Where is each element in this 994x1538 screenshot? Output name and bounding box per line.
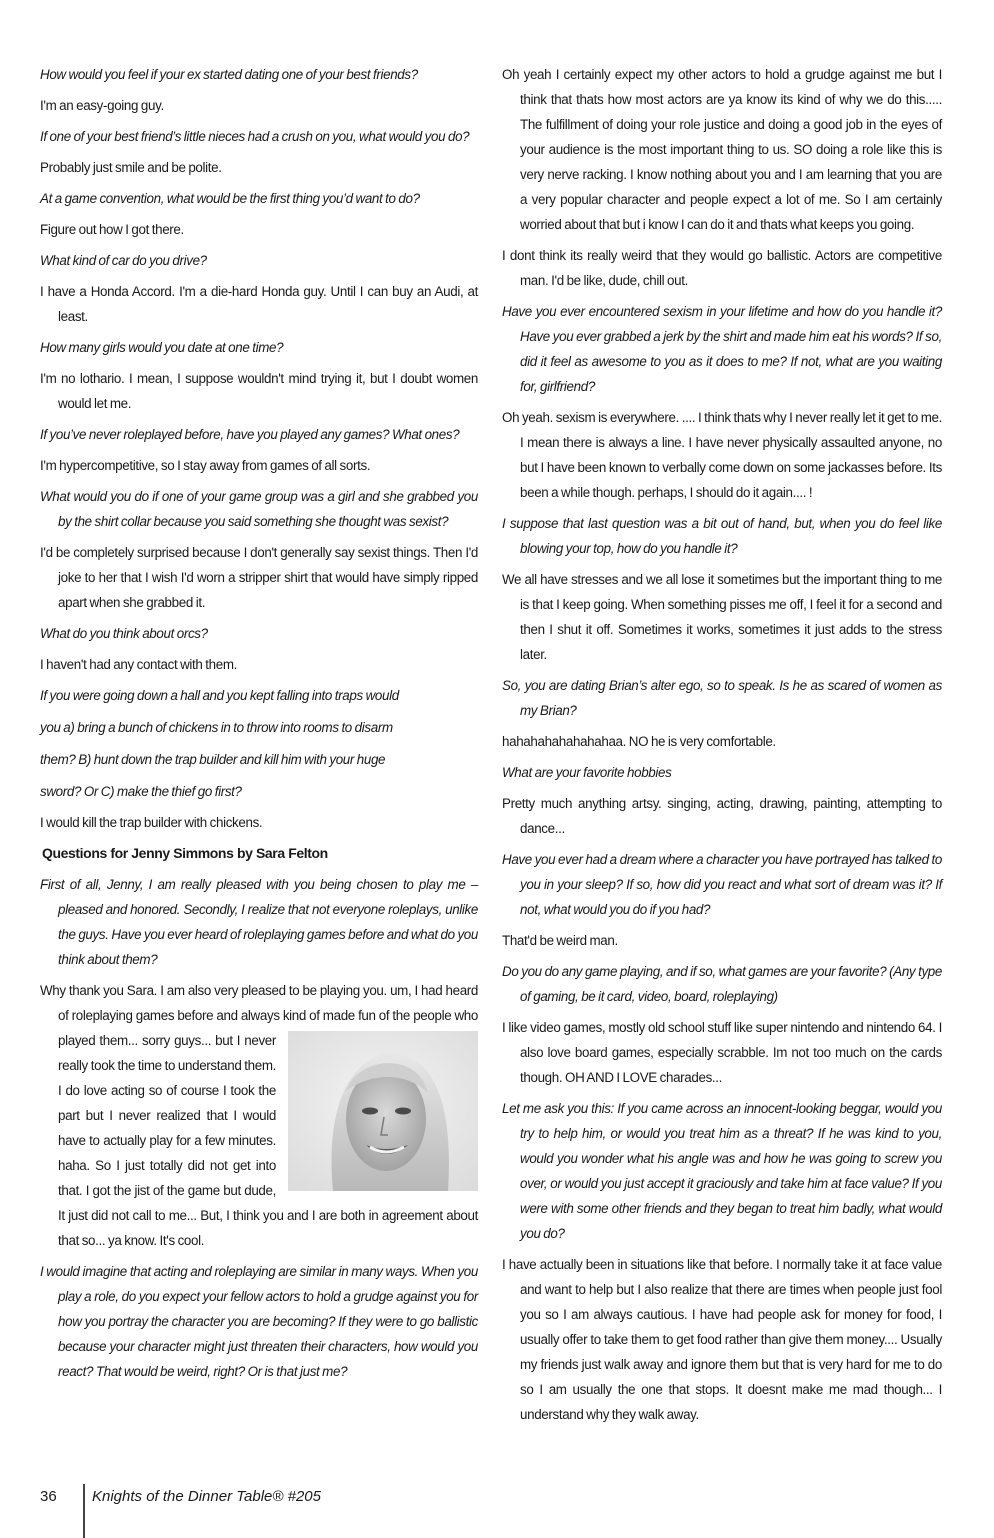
- interview-question: How would you feel if your ex started dating one of your best friends?: [40, 67, 418, 82]
- interview-answer: I would kill the trap builder with chickens.: [40, 815, 263, 830]
- intro-question: First of all, Jenny, I am really pleased with you being chosen to play me – pleased and honored. Secondly, I realize that not everyone roleplays, unlike the guys. Have you ever heard of roleplaying games before and what do you think about them?: [40, 877, 478, 967]
- interview-question: If one of your best friend’s little nieces had a crush on you, what would you do?: [40, 129, 470, 144]
- interview-question: What are your favorite hobbies: [502, 765, 672, 780]
- section-heading: Questions for Jenny Simmons by Sara Felton: [42, 845, 328, 861]
- right-column: [502, 62, 942, 1433]
- interview-answer: I dont think its really weird that they would go ballistic. Actors are competitive man. I'd be like, dude, chill out.: [502, 248, 942, 288]
- interview-answer: That'd be weird man.: [502, 933, 618, 948]
- left-qa-list: [40, 62, 478, 835]
- page-footer: [0, 1484, 994, 1538]
- interview-question: Have you ever encountered sexism in your lifetime and how do you handle it? Have you ever grabbed a jerk by the shirt and made him eat his words? If so, did it feel as awesome to you as it does to me? If not, what are you waiting for, girlfriend?: [502, 304, 942, 394]
- interview-answer: Oh yeah I certainly expect my other actors to hold a grudge against me but I think that thats how most actors are ya know its kind of why we do this..... The fulfillment of doing your role justice and doing a good job in the eyes of your audience is the most important thing to us. SO doing a role like this is very nerve racking. I know nothing about you and I am learning that you are a very popular character and people expect a lot of me. So I am certainly worried about that but i know I can do it and thats what keeps you going.: [502, 67, 942, 232]
- left-column: [40, 62, 478, 1390]
- interview-answer: Probably just smile and be polite.: [40, 160, 222, 175]
- interview-answer: I like video games, mostly old school stuff like super nintendo and nintendo 64. I also love board games, especially scrabble. Im not too much on the cards though. OH AND I LOVE charades...: [502, 1020, 942, 1085]
- interview-question: What do you think about orcs?: [40, 626, 208, 641]
- interview-question: What would you do if one of your game group was a girl and she grabbed you by the shirt collar because you said something she thought was sexist?: [40, 489, 478, 529]
- interview-answer: We all have stresses and we all lose it sometimes but the important thing to me is that I keep going. When something pisses me off, I feel it for a second and then I shut it off. Sometimes it works, sometimes it just adds to the stress later.: [502, 572, 942, 662]
- interview-question: Let me ask you this: If you came across an innocent-looking beggar, would you try to help him, or would you treat him as a threat? If he was kind to you, would you wonder what his angle was and how he was going to screw you over, or would you just accept it graciously and take him at face value? If you were with some other friends and they began to treat him badly, what would you do?: [502, 1101, 942, 1241]
- interview-answer: I haven't had any contact with them.: [40, 657, 238, 672]
- interview-answer: I'm an easy-going guy.: [40, 98, 164, 113]
- portrait-photo: [288, 1031, 478, 1191]
- interview-question: How many girls would you date at one time?: [40, 340, 284, 355]
- interview-answer: hahahahahahahahaa. NO he is very comfortable.: [502, 734, 776, 749]
- photo-answer-tail: get into that. I got the jist of the game but dude, It just did not call to me... But, I think you and I are both in agreement about that so... ya know. It's cool.: [58, 1158, 478, 1248]
- footer-divider: [83, 1484, 85, 1538]
- page-number: 36: [40, 1488, 57, 1505]
- interview-question: Do you do any game playing, and if so, what games are your favorite? (Any type of gaming, be it card, video, board, roleplaying): [502, 964, 942, 1004]
- publication-title: Knights of the Dinner Table® #205: [92, 1488, 321, 1505]
- closing-question: I would imagine that acting and roleplaying are similar in many ways. When you play a role, do you expect your fellow actors to hold a grudge against you for how you portray the character you are becoming? If they were to go ballistic because your character might just threaten their characters, how would you react? That would be weird, right? Or is that just me?: [40, 1264, 478, 1379]
- interview-question: you a) bring a bunch of chickens in to throw into rooms to disarm: [40, 720, 393, 735]
- interview-question: Have you ever had a dream where a character you have portrayed has talked to you in your sleep? If so, how did you react and what sort of dream was it? If not, what would you do if you had?: [502, 852, 942, 917]
- interview-answer: I have a Honda Accord. I'm a die-hard Honda guy. Until I can buy an Audi, at least.: [40, 284, 478, 324]
- interview-question: I suppose that last question was a bit out of hand, but, when you do feel like blowing your top, how do you handle it?: [502, 516, 942, 556]
- interview-answer: Pretty much anything artsy. singing, acting, drawing, painting, attempting to dance...: [502, 796, 942, 836]
- interview-question: If you were going down a hall and you kept falling into traps would: [40, 688, 399, 703]
- interview-question: If you’ve never roleplayed before, have you played any games? What ones?: [40, 427, 460, 442]
- interview-answer: I'm hypercompetitive, so I stay away from games of all sorts.: [40, 458, 371, 473]
- interview-question: At a game convention, what would be the first thing you’d want to do?: [40, 191, 420, 206]
- interview-question: So, you are dating Brian’s alter ego, so to speak. Is he as scared of women as my Brian?: [502, 678, 942, 718]
- interview-answer: I'd be completely surprised because I don't generally say sexist things. Then I'd joke to her that I wish I'd worn a stripper shirt that would have simply ripped apart when she grabbed it.: [40, 545, 478, 610]
- right-qa-list: [502, 62, 942, 1427]
- interview-answer: I have actually been in situations like that before. I normally take it at face value and want to help but I also realize that there are times when people just fool you so I am always cautious. I have had people ask for money for food, I usually offer to take them to get food rather than give them money.... Usually my friends just walk away and ignore them but that is very hard for me to do so I am usually the one that stops. It doesnt make me mad though... I understand why they walk away.: [502, 1257, 942, 1422]
- photo-answer-lead: Why thank you Sara. I am also very pleased to be playing you. um, I had heard of roleplaying games before and always kind of made fun of the: [40, 983, 478, 1023]
- interview-answer: Figure out how I got there.: [40, 222, 184, 237]
- photo-answer: [40, 978, 478, 1253]
- interview-question: sword? Or C) make the thief go first?: [40, 784, 242, 799]
- interview-question: What kind of car do you drive?: [40, 253, 207, 268]
- photo-answer-wrap: people who played them... sorry guys... but I never really took the time to understand them. I do love acting so of course I took the part but I never realized that I would have to actually play for a few minutes. haha. So I just totally did not: [58, 1008, 478, 1173]
- portrait-image: [288, 1031, 478, 1191]
- interview-answer: Oh yeah. sexism is everywhere. .... I think thats why I never really let it get to me. I mean there is always a line. I have never physically assaulted anyone, no but I have been known to verbally come down on some jackasses before. Its been a while though. perhaps, I should do it again.... !: [502, 410, 942, 500]
- interview-question: them? B) hunt down the trap builder and kill him with your huge: [40, 752, 386, 767]
- interview-answer: I'm no lothario. I mean, I suppose wouldn't mind trying it, but I doubt women would let me.: [40, 371, 478, 411]
